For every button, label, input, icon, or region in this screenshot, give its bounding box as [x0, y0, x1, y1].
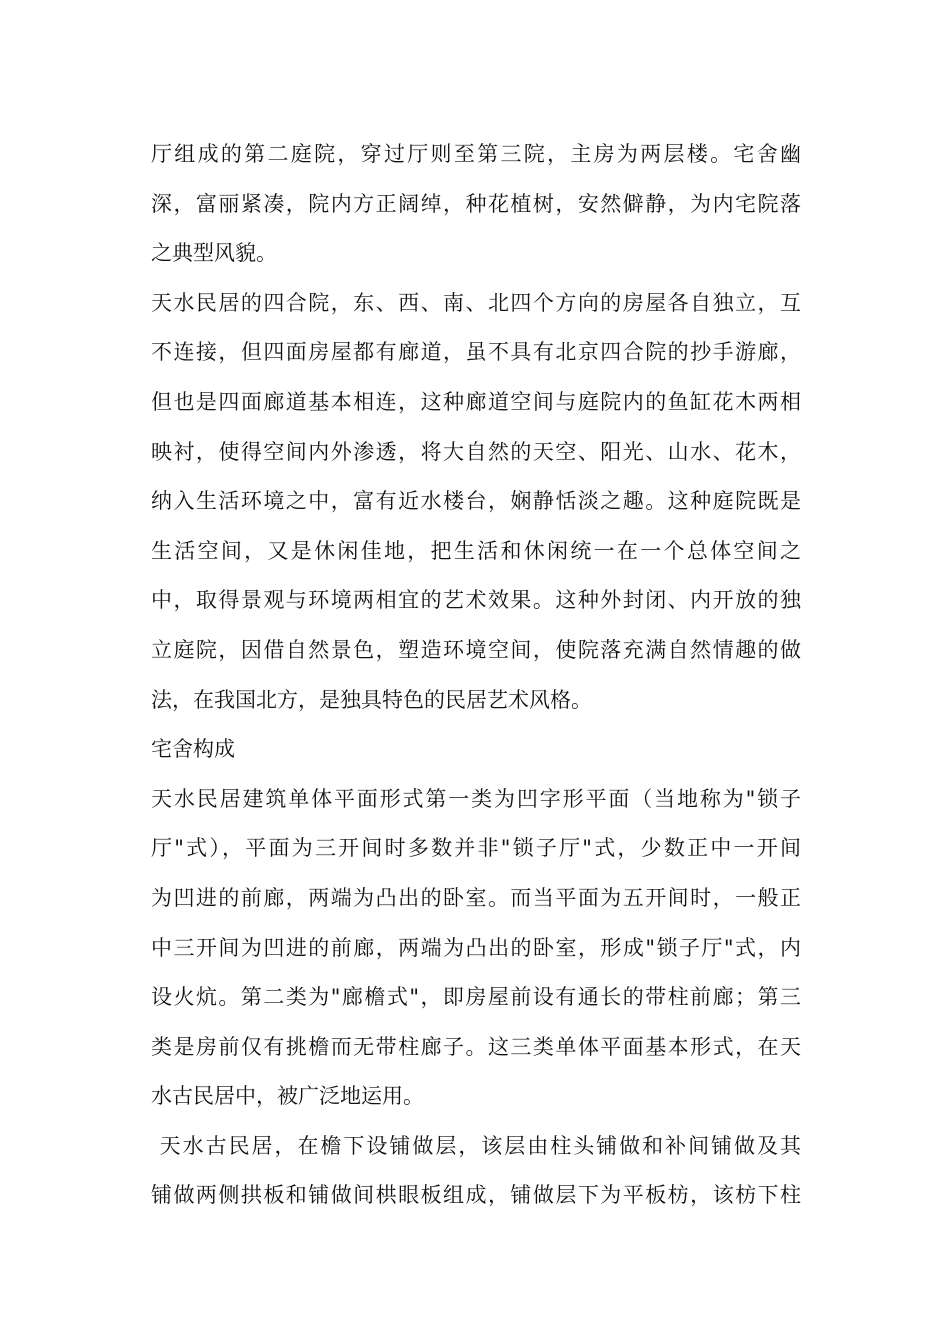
text-line: 生活空间，又是休闲佳地，把生活和休闲统一在一个总体空间之 — [151, 538, 801, 563]
text-line: 设火炕。第二类为"廊檐式"，即房屋前设有通长的带柱前廊；第三 — [151, 985, 801, 1010]
text-line: 厅"式），平面为三开间时多数并非"锁子厅"式，少数正中一开间 — [151, 836, 801, 861]
text-line: 之典型风貌。 — [151, 241, 277, 266]
text-line: 天水民居的四合院，东、西、南、北四个方向的房屋各自独立，互 — [151, 290, 801, 315]
text-line: 天水古民居，在檐下设铺做层，该层由柱头铺做和补间铺做及其 — [151, 1133, 801, 1158]
body-text — [151, 130, 801, 1221]
text-line: 映衬，使得空间内外渗透，将大自然的天空、阳光、山水、花木， — [151, 439, 801, 464]
text-line: 天水民居建筑单体平面形式第一类为凹字形平面（当地称为"锁子 — [151, 786, 801, 811]
text-line: 为凹进的前廊，两端为凸出的卧室。而当平面为五开间时，一般正 — [151, 885, 801, 910]
text-line: 水古民居中，被广泛地运用。 — [151, 1084, 424, 1109]
text-line: 立庭院，因借自然景色，塑造环境空间，使院落充满自然情趣的做 — [151, 637, 801, 662]
text-line: 厅组成的第二庭院，穿过厅则至第三院，主房为两层楼。宅舍幽 — [151, 142, 801, 166]
text-line: 纳入生活环境之中，富有近水楼台，娴静恬淡之趣。这种庭院既是 — [151, 489, 801, 514]
text-line: 法，在我国北方，是独具特色的民居艺术风格。 — [151, 687, 592, 712]
text-line: 深，富丽紧凑，院内方正阔绰，种花植树，安然僻静，为内宅院落 — [151, 191, 801, 216]
text-line: 但也是四面廊道基本相连，这种廊道空间与庭院内的鱼缸花木两相 — [151, 389, 801, 414]
text-line: 类是房前仅有挑檐而无带柱廊子。这三类单体平面基本形式，在天 — [151, 1034, 801, 1059]
text-line: 中，取得景观与环境两相宜的艺术效果。这种外封闭、内开放的独 — [151, 588, 801, 613]
text-line: 不连接，但四面房屋都有廊道，虽不具有北京四合院的抄手游廊， — [151, 340, 801, 365]
text-line: 中三开间为凹进的前廊，两端为凸出的卧室，形成"锁子厅"式，内 — [151, 935, 801, 960]
text-line: 铺做两侧拱板和铺做间栱眼板组成，铺做层下为平板枋，该枋下柱 — [151, 1183, 801, 1208]
section-heading: 宅舍构成 — [151, 737, 235, 762]
